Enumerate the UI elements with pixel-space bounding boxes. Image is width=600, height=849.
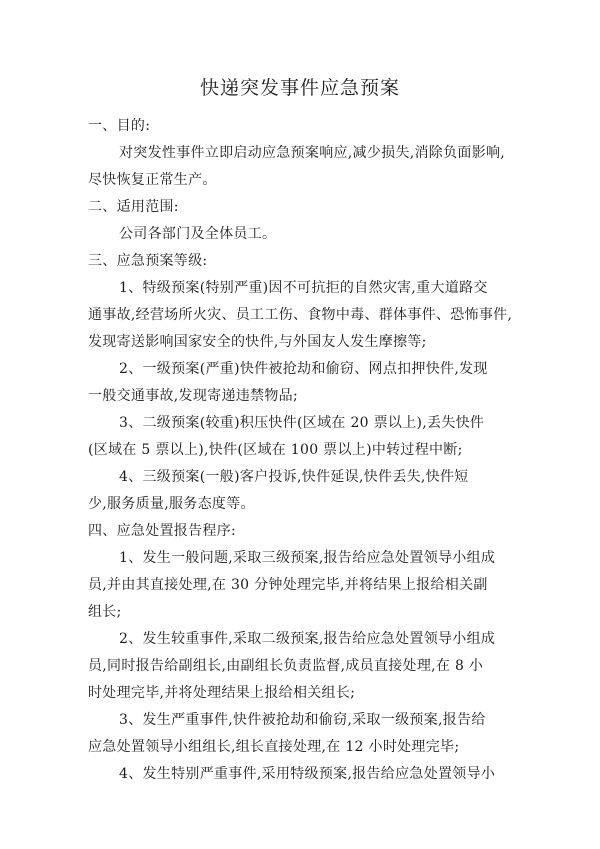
paragraph-line: 时处理完毕,并将处理结果上报给相关组长; [88, 685, 356, 701]
paragraph-line: 员,并由其直接处理,在 30 分钟处理完毕,并将结果上报给相关副 [88, 577, 488, 593]
paragraph-line: 公司各部门及全体员工。 [119, 226, 277, 242]
document-title: 快递突发事件应急预案 [199, 77, 400, 99]
paragraph-line: 发现寄送影响国家安全的快件,与外国友人发生摩擦等; [88, 334, 427, 350]
section-heading-procedure: 四、应急处置报告程序: [88, 523, 237, 539]
paragraph-line: 通事故,经营场所火灾、员工工伤、食物中毒、群体事件、恐怖事件, [88, 307, 513, 323]
paragraph-line: 1、特级预案(特别严重)因不可抗拒的自然灾害,重大道路交 [119, 280, 488, 296]
paragraph-line: 员,同时报告给副组长,由副组长负责监督,成员直接处理,在 8 小 [88, 658, 484, 674]
paragraph-line: 尽快恢复正常生产。 [88, 172, 217, 188]
paragraph-line: 组长; [88, 604, 122, 620]
paragraph-line: 少,服务质量,服务态度等。 [88, 496, 255, 512]
paragraph-line: 4、三级预案(一般)客户投诉,快件延误,快件丢失,快件短 [119, 469, 469, 485]
paragraph-line: 2、发生较重事件,采取二级预案,报告给应急处置领导小组成 [119, 631, 496, 647]
section-heading-levels: 三、应急预案等级: [88, 253, 208, 269]
paragraph-line: 对突发性事件立即启动应急预案响应,减少损失,消除负面影响, [119, 145, 506, 161]
paragraph-line: 4、发生特别严重事件,采用特级预案,报告给应急处置领导小 [119, 766, 496, 782]
paragraph-line: (区域在 5 票以上),快件(区域在 100 票以上)中转过程中断; [88, 442, 463, 458]
section-heading-scope: 二、适用范围: [88, 199, 179, 215]
section-heading-purpose: 一、目的: [88, 118, 151, 134]
paragraph-line: 2、一级预案(严重)快件被抢劫和偷窃、网点扣押快件,发现 [119, 361, 488, 377]
paragraph-line: 3、发生严重事件,快件被抢劫和偷窃,采取一级预案,报告给 [119, 712, 486, 728]
paragraph-line: 1、发生一般问题,采取三级预案,报告给应急处置领导小组成 [119, 550, 496, 566]
paragraph-line: 一般交通事故,发现寄递违禁物品; [88, 388, 298, 404]
paragraph-line: 应急处置领导小组组长,组长直接处理,在 12 小时处理完毕; [88, 739, 460, 755]
paragraph-line: 3、二级预案(较重)积压快件(区域在 20 票以上),丢失快件 [119, 415, 485, 431]
